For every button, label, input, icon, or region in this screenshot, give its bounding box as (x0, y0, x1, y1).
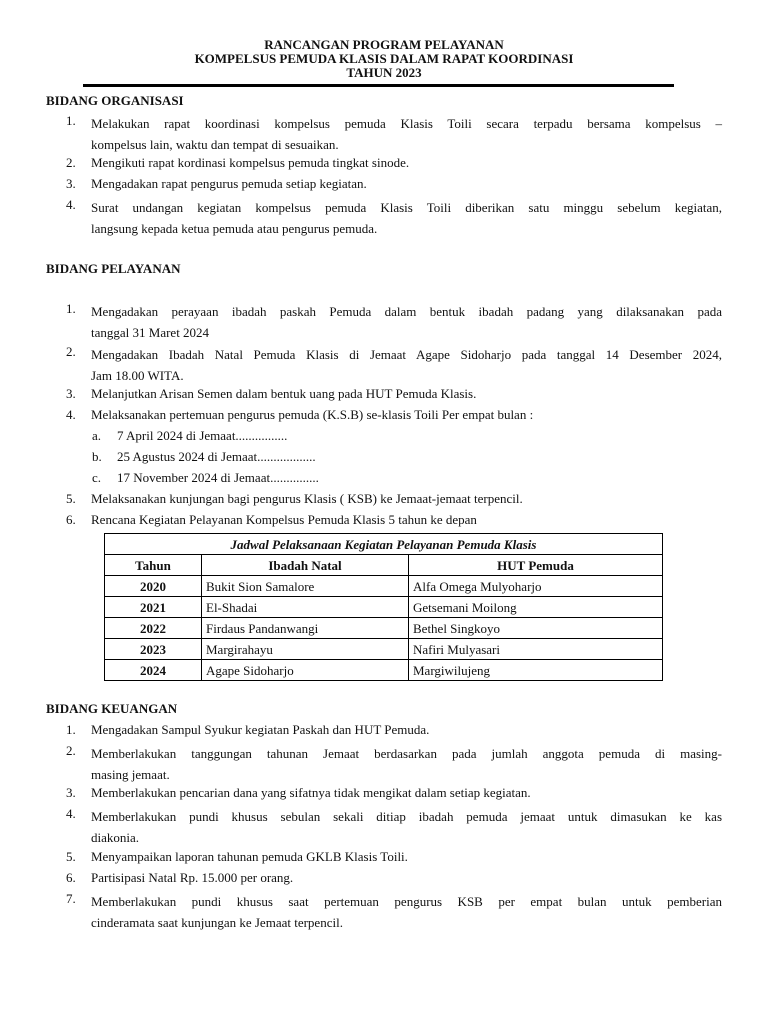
list-number: 3. (66, 785, 76, 800)
table-cell-natal: Firdaus Pandanwangi (202, 618, 409, 639)
table-cell-year: 2023 (105, 639, 202, 660)
schedule-table (104, 533, 663, 681)
list-number: 6. (66, 512, 76, 527)
list-text-line: masing jemaat. (91, 767, 170, 782)
list-text-line: Menyampaikan laporan tahunan pemuda GKLB Klasis Toili. (91, 849, 408, 864)
sub-list-text: 7 April 2024 di Jemaat................ (117, 428, 288, 443)
section-title-pelayanan: BIDANG PELAYANAN (46, 261, 181, 276)
list-number: 4. (66, 407, 76, 422)
list-number: 3. (66, 386, 76, 401)
table-cell-natal: Margirahayu (202, 639, 409, 660)
table-cell-hut: Getsemani Moilong (409, 597, 663, 618)
table-caption-row (105, 534, 663, 555)
section-title-keuangan: BIDANG KEUANGAN (46, 701, 178, 716)
table-row (105, 576, 663, 597)
table-row (105, 597, 663, 618)
list-number: 1. (66, 301, 76, 316)
table-cell-natal: Bukit Sion Samalore (202, 576, 409, 597)
table-row (105, 618, 663, 639)
table-header-cell: HUT Pemuda (409, 555, 663, 576)
list-text-line: Mengadakan perayaan ibadah paskah Pemuda dalam bentuk ibadah padang yang dilaksanakan pada (91, 304, 722, 319)
list-number: 4. (66, 197, 76, 212)
table-cell-hut: Nafiri Mulyasari (409, 639, 663, 660)
list-text-line: Surat undangan kegiatan kompelsus pemuda Klasis Toili diberikan satu minggu sebelum kegiatan, (91, 200, 722, 215)
list-text-line: diakonia. (91, 830, 140, 845)
list-number: 5. (66, 491, 76, 506)
list-text-line: Mengadakan Ibadah Natal Pemuda Klasis di Jemaat Agape Sidoharjo pada tanggal 14 Desember 2024, (91, 347, 722, 362)
list-text-line: Melakukan rapat koordinasi kompelsus pemuda Klasis Toili secara terpadu bersama kompelsus – (91, 116, 722, 131)
list-number: 4. (66, 806, 76, 821)
list-text-line: Memberlakukan pencarian dana yang sifatnya tidak mengikat dalam setiap kegiatan. (91, 785, 531, 800)
table-cell-year: 2022 (105, 618, 202, 639)
list-number: 7. (66, 891, 76, 906)
doc-title-line1: RANCANGAN PROGRAM PELAYANAN (264, 37, 504, 52)
doc-title-line3: TAHUN 2023 (346, 65, 422, 80)
table-row (105, 660, 663, 681)
sub-list-text: 25 Agustus 2024 di Jemaat.................. (117, 449, 316, 464)
list-text-line: kompelsus lain, waktu dan tempat di sesuaikan. (91, 137, 339, 152)
sub-list-letter: a. (92, 428, 102, 443)
list-text-line: Melaksanakan pertemuan pengurus pemuda (K.S.B) se-klasis Toili Per empat bulan : (91, 407, 534, 422)
list-text-line: Mengadakan rapat pengurus pemuda setiap kegiatan. (91, 176, 367, 191)
list-text-line: Memberlakukan pundi khusus saat pertemuan pengurus KSB per empat bulan untuk pemberian (91, 894, 722, 909)
table-cell-year: 2020 (105, 576, 202, 597)
table-header-cell: Tahun (105, 555, 202, 576)
table-cell-natal: Agape Sidoharjo (202, 660, 409, 681)
doc-title-line2: KOMPELSUS PEMUDA KLASIS DALAM RAPAT KOORDINASI (194, 51, 574, 66)
table-caption: Jadwal Pelaksanaan Kegiatan Pelayanan Pemuda Klasis (105, 534, 663, 555)
table-cell-year: 2024 (105, 660, 202, 681)
table-header-row (105, 555, 663, 576)
list-number: 3. (66, 176, 76, 191)
list-text-line: Rencana Kegiatan Pelayanan Kompelsus Pemuda Klasis 5 tahun ke depan (91, 512, 477, 527)
table-cell-hut: Alfa Omega Mulyoharjo (409, 576, 663, 597)
list-number: 2. (66, 344, 76, 359)
table-cell-hut: Margiwilujeng (409, 660, 663, 681)
list-text-line: cinderamata saat kunjungan ke Jemaat terpencil. (91, 915, 343, 930)
sub-list-text: 17 November 2024 di Jemaat............... (117, 470, 319, 485)
list-number: 1. (66, 113, 76, 128)
table-cell-hut: Bethel Singkoyo (409, 618, 663, 639)
table-cell-natal: El-Shadai (202, 597, 409, 618)
list-number: 2. (66, 155, 76, 170)
list-number: 2. (66, 743, 76, 758)
list-text-line: Memberlakukan pundi khusus sebulan sekali ditiap ibadah pemuda jemaat untuk dimasukan ke kas (91, 809, 722, 824)
list-text-line: Mengikuti rapat kordinasi kompelsus pemuda tingkat sinode. (91, 155, 410, 170)
table-cell-year: 2021 (105, 597, 202, 618)
list-text-line: langsung kepada ketua pemuda atau pengurus pemuda. (91, 221, 378, 236)
list-number: 5. (66, 849, 76, 864)
list-number: 1. (66, 722, 76, 737)
list-text-line: tanggal 31 Maret 2024 (91, 325, 210, 340)
sub-list-letter: c. (92, 470, 102, 485)
list-text-line: Melaksanakan kunjungan bagi pengurus Klasis ( KSB) ke Jemaat-jemaat terpencil. (91, 491, 523, 506)
list-text-line: Jam 18.00 WITA. (91, 368, 184, 383)
section-title-organisasi: BIDANG ORGANISASI (46, 93, 184, 108)
list-text-line: Partisipasi Natal Rp. 15.000 per orang. (91, 870, 294, 885)
sub-list-letter: b. (92, 449, 102, 464)
table-header-cell: Ibadah Natal (202, 555, 409, 576)
list-text-line: Mengadakan Sampul Syukur kegiatan Paskah dan HUT Pemuda. (91, 722, 430, 737)
table-row (105, 639, 663, 660)
list-number: 6. (66, 870, 76, 885)
list-text-line: Melanjutkan Arisan Semen dalam bentuk uang pada HUT Pemuda Klasis. (91, 386, 477, 401)
header-rule (83, 84, 674, 87)
list-text-line: Memberlakukan tanggungan tahunan Jemaat berdasarkan pada jumlah anggota pemuda di masing- (91, 746, 722, 761)
